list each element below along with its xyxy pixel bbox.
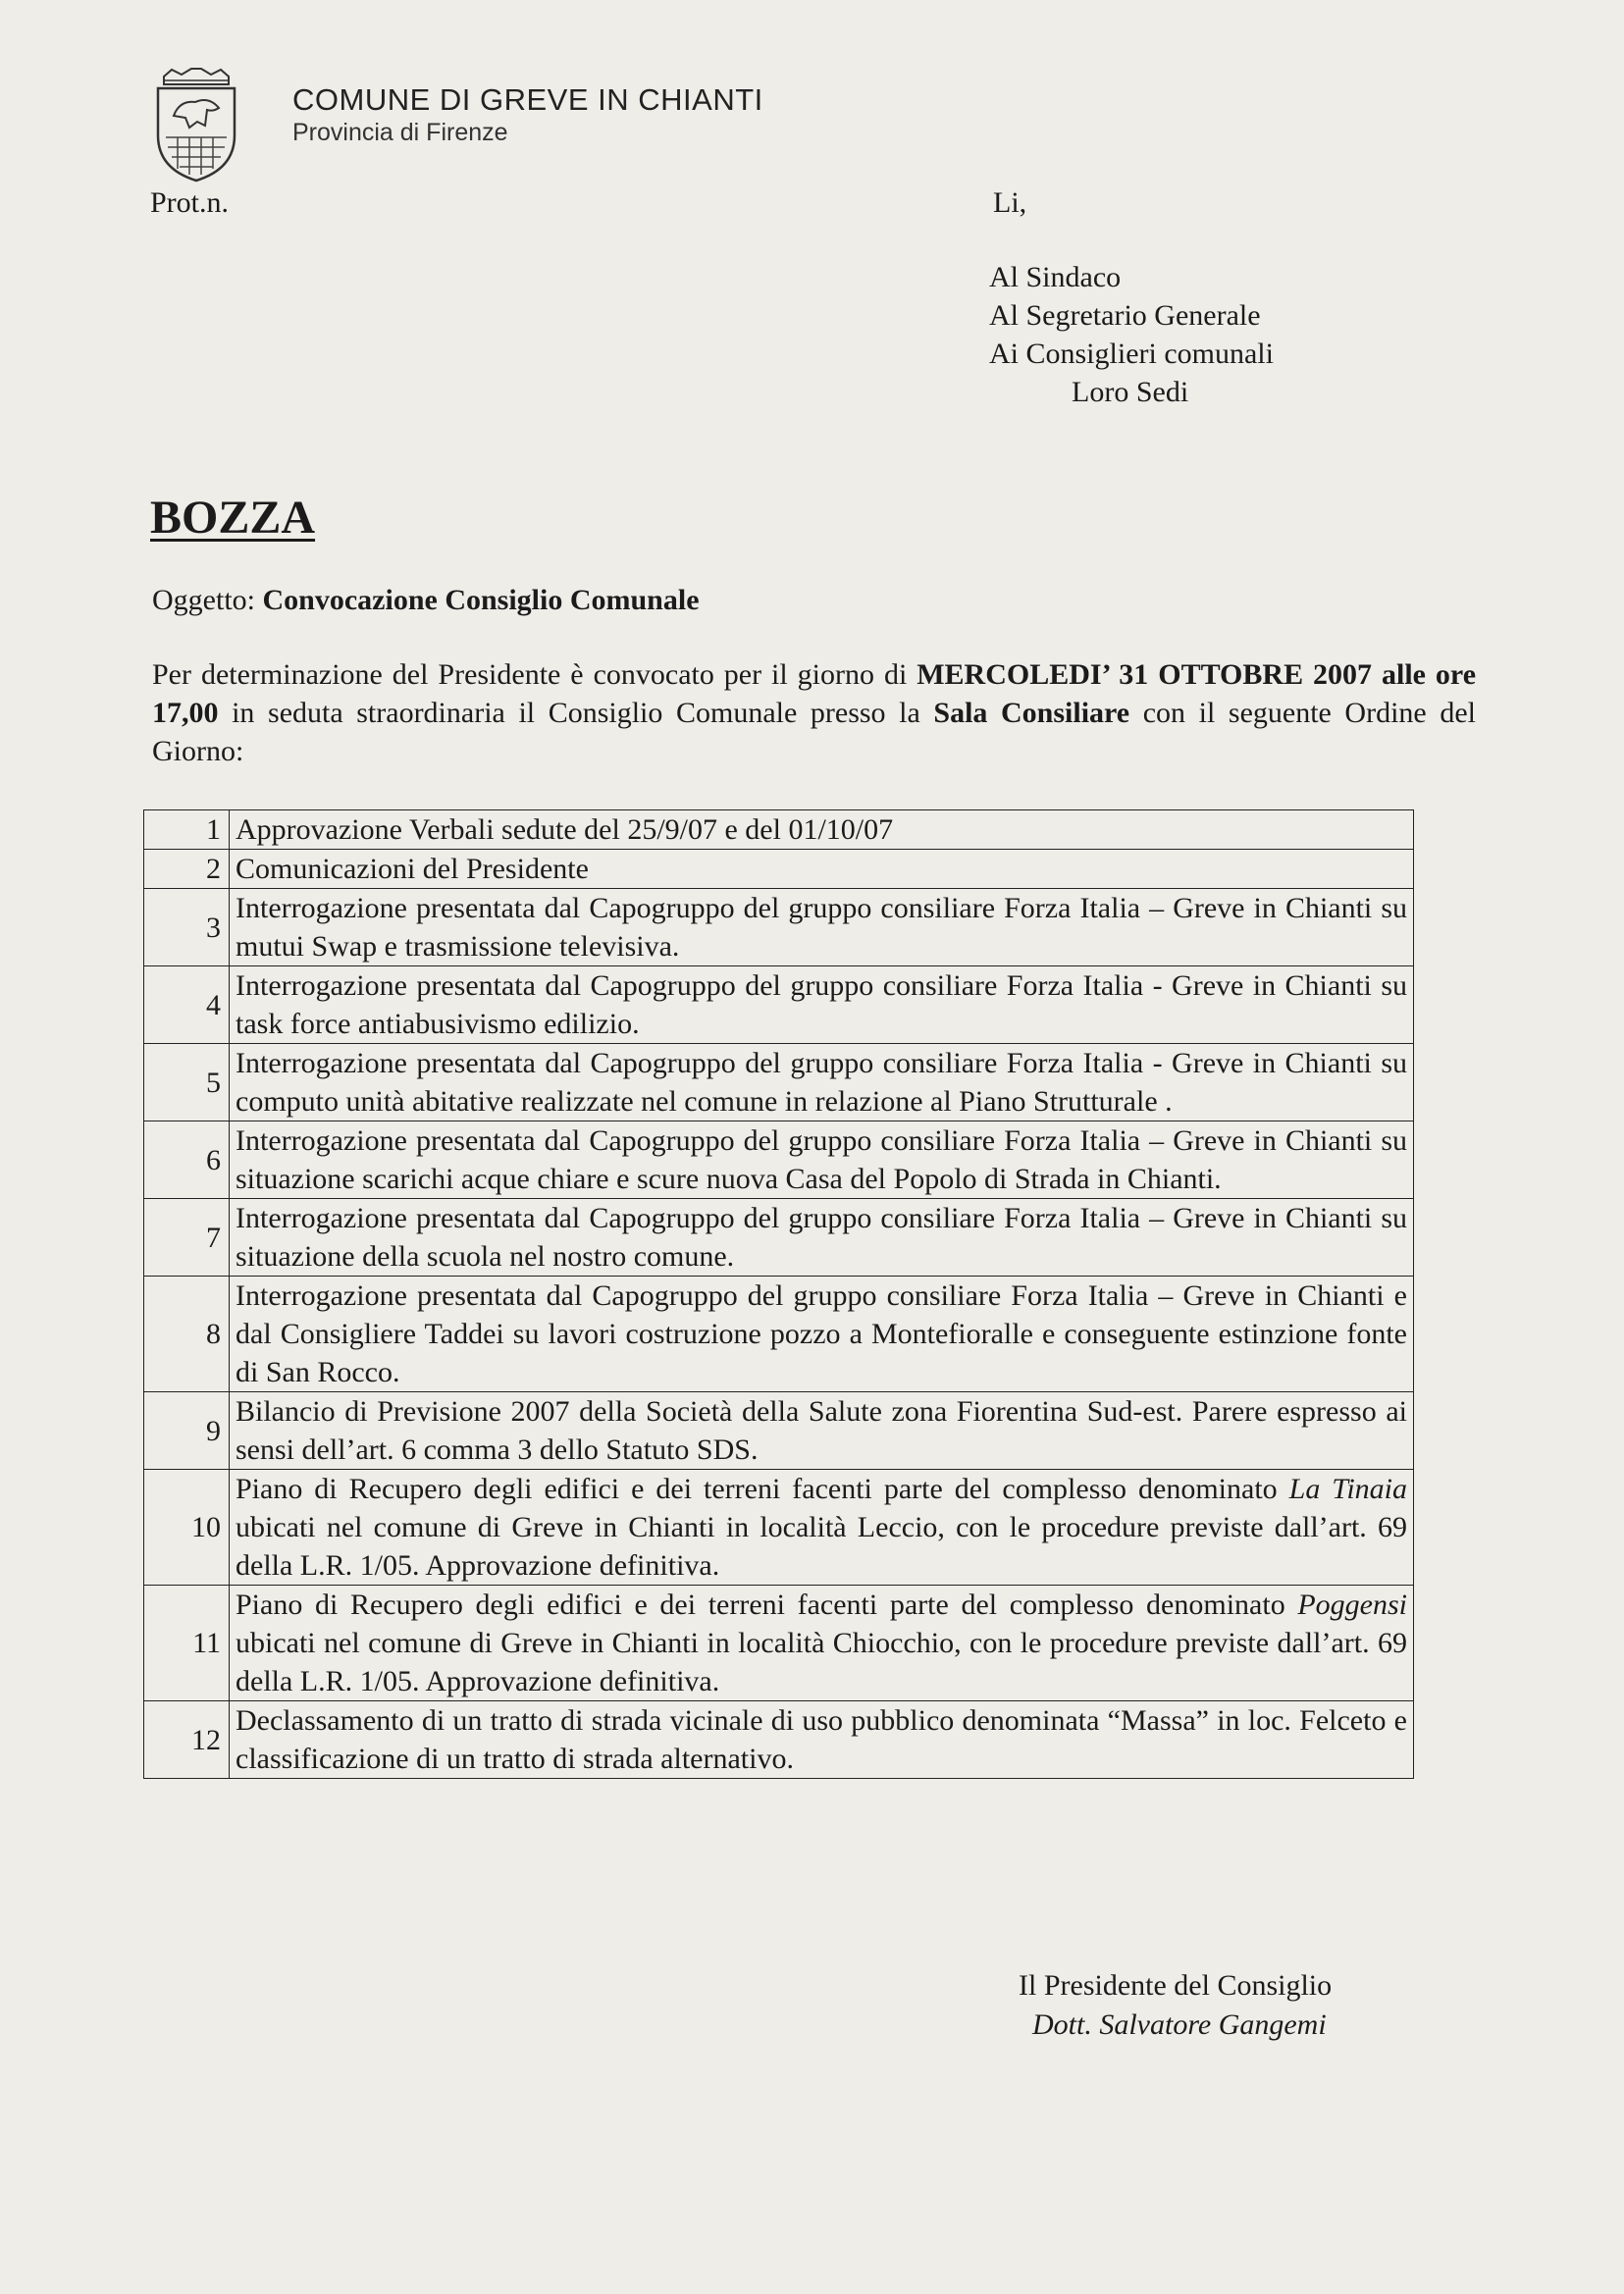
recipient-line: Al Sindaco — [989, 261, 1122, 293]
agenda-number: 5 — [144, 1044, 230, 1121]
agenda-item-text: Interrogazione presentata dal Capogruppo del gruppo consiliare Forza Italia - Greve in Chianti su task force antiabusivismo edilizio. — [230, 966, 1414, 1044]
table-row — [144, 1044, 1414, 1121]
document-title: BOZZA — [150, 492, 316, 544]
meeting-time: alle ore 17,00 — [152, 658, 1477, 729]
table-row — [144, 1701, 1414, 1779]
agenda-text-part: ubicati nel comune di Greve in Chianti in località Chiocchio, con le procedure previste dall’art. 69 della L.R. 1/05. Approvazione definitiva. — [236, 1627, 1407, 1697]
recipients-block — [989, 258, 1274, 411]
agenda-item-text: Comunicazioni del Presidente — [230, 850, 1414, 889]
agenda-item-text: Interrogazione presentata dal Capogruppo del gruppo consiliare Forza Italia – Greve in Chianti su situazione scarichi acque chiare e scure nuova Casa del Popolo di Strada in Chianti. — [230, 1121, 1414, 1199]
agenda-text-part: ubicati nel comune di Greve in Chianti in località Leccio, con le procedure previste dall’art. 69 della L.R. 1/05. Approvazione definitiva. — [236, 1511, 1407, 1582]
table-row — [144, 810, 1414, 850]
intro-text — [1372, 658, 1382, 691]
agenda-number: 7 — [144, 1199, 230, 1277]
recipient-line: Ai Consiglieri comunali — [989, 338, 1274, 370]
meeting-place: Sala Consiliare — [933, 697, 1130, 729]
agenda-number: 8 — [144, 1277, 230, 1392]
intro-text: Per determinazione del Presidente è convocato per il giorno di — [152, 658, 917, 691]
complex-name: La Tinaia — [1288, 1473, 1407, 1505]
agenda-text-part: Piano di Recupero degli edifici e dei terreni facenti parte del complesso denominato — [236, 1589, 1298, 1621]
municipality-name: COMUNE DI GREVE IN CHIANTI — [292, 82, 763, 117]
agenda-number: 4 — [144, 966, 230, 1044]
signer-name: Dott. Salvatore Gangemi — [1032, 2008, 1327, 2041]
subject-line — [152, 584, 700, 617]
place-date-label: Li, — [993, 186, 1027, 219]
subject-label: Oggetto: — [152, 584, 255, 616]
table-row — [144, 1392, 1414, 1470]
agenda-item-text: Declassamento di un tratto di strada vicinale di uso pubblico denominata “Massa” in loc. Felceto e classificazione di un tratto di strada alternativo. — [230, 1701, 1414, 1779]
recipient-line: Loro Sedi — [1072, 376, 1189, 408]
table-row — [144, 850, 1414, 889]
agenda-item-text — [230, 1470, 1414, 1586]
complex-name: Poggensi — [1297, 1589, 1407, 1621]
agenda-number: 1 — [144, 810, 230, 850]
meeting-date: MERCOLEDI’ 31 OTTOBRE 2007 — [917, 658, 1373, 691]
agenda-item-text: Approvazione Verbali sedute del 25/9/07 e del 01/10/07 — [230, 810, 1414, 850]
agenda-item-text: Interrogazione presentata dal Capogruppo del gruppo consiliare Forza Italia – Greve in Chianti su mutui Swap e trasmissione televisiva. — [230, 889, 1414, 966]
agenda-number: 11 — [144, 1586, 230, 1701]
agenda-table — [143, 809, 1414, 1779]
province-name: Provincia di Firenze — [292, 119, 508, 146]
table-row — [144, 1121, 1414, 1199]
signature-block — [1019, 1966, 1332, 2045]
recipient-line: Al Segretario Generale — [989, 299, 1261, 332]
table-row — [144, 1277, 1414, 1392]
issuer-block — [292, 82, 763, 147]
agenda-item-text: Bilancio di Previsione 2007 della Società della Salute zona Fiorentina Sud-est. Parere espresso ai sensi dell’art. 6 comma 3 dello Statuto SDS. — [230, 1392, 1414, 1470]
agenda-item-text: Interrogazione presentata dal Capogruppo del gruppo consiliare Forza Italia – Greve in Chianti e dal Consigliere Taddei su lavori costruzione pozzo a Montefioralle e conseguente estinzione fonte di San Rocco. — [230, 1277, 1414, 1392]
agenda-item-text — [230, 1586, 1414, 1701]
agenda-number: 12 — [144, 1701, 230, 1779]
signer-role: Il Presidente del Consiglio — [1019, 1969, 1333, 2002]
subject-text: Convocazione Consiglio Comunale — [262, 584, 700, 616]
agenda-number: 10 — [144, 1470, 230, 1586]
agenda-number: 9 — [144, 1392, 230, 1470]
table-row — [144, 1470, 1414, 1586]
table-row — [144, 1199, 1414, 1277]
coat-of-arms-icon — [150, 67, 242, 184]
agenda-item-text: Interrogazione presentata dal Capogruppo del gruppo consiliare Forza Italia - Greve in Chianti su computo unità abitative realizzate nel comune in relazione al Piano Strutturale . — [230, 1044, 1414, 1121]
table-row — [144, 966, 1414, 1044]
protocol-number-label: Prot.n. — [150, 186, 230, 219]
intro-text: con il seguente Ordine del Giorno: — [152, 697, 1476, 767]
agenda-number: 3 — [144, 889, 230, 966]
agenda-number: 2 — [144, 850, 230, 889]
convocation-paragraph — [152, 655, 1476, 770]
agenda-number: 6 — [144, 1121, 230, 1199]
table-row — [144, 889, 1414, 966]
agenda-item-text: Interrogazione presentata dal Capogruppo del gruppo consiliare Forza Italia – Greve in Chianti su situazione della scuola nel nostro comune. — [230, 1199, 1414, 1277]
agenda-text-part: Piano di Recupero degli edifici e dei terreni facenti parte del complesso denominato — [236, 1473, 1289, 1505]
table-row — [144, 1586, 1414, 1701]
intro-text: in seduta straordinaria il Consiglio Comunale presso la — [218, 697, 934, 729]
